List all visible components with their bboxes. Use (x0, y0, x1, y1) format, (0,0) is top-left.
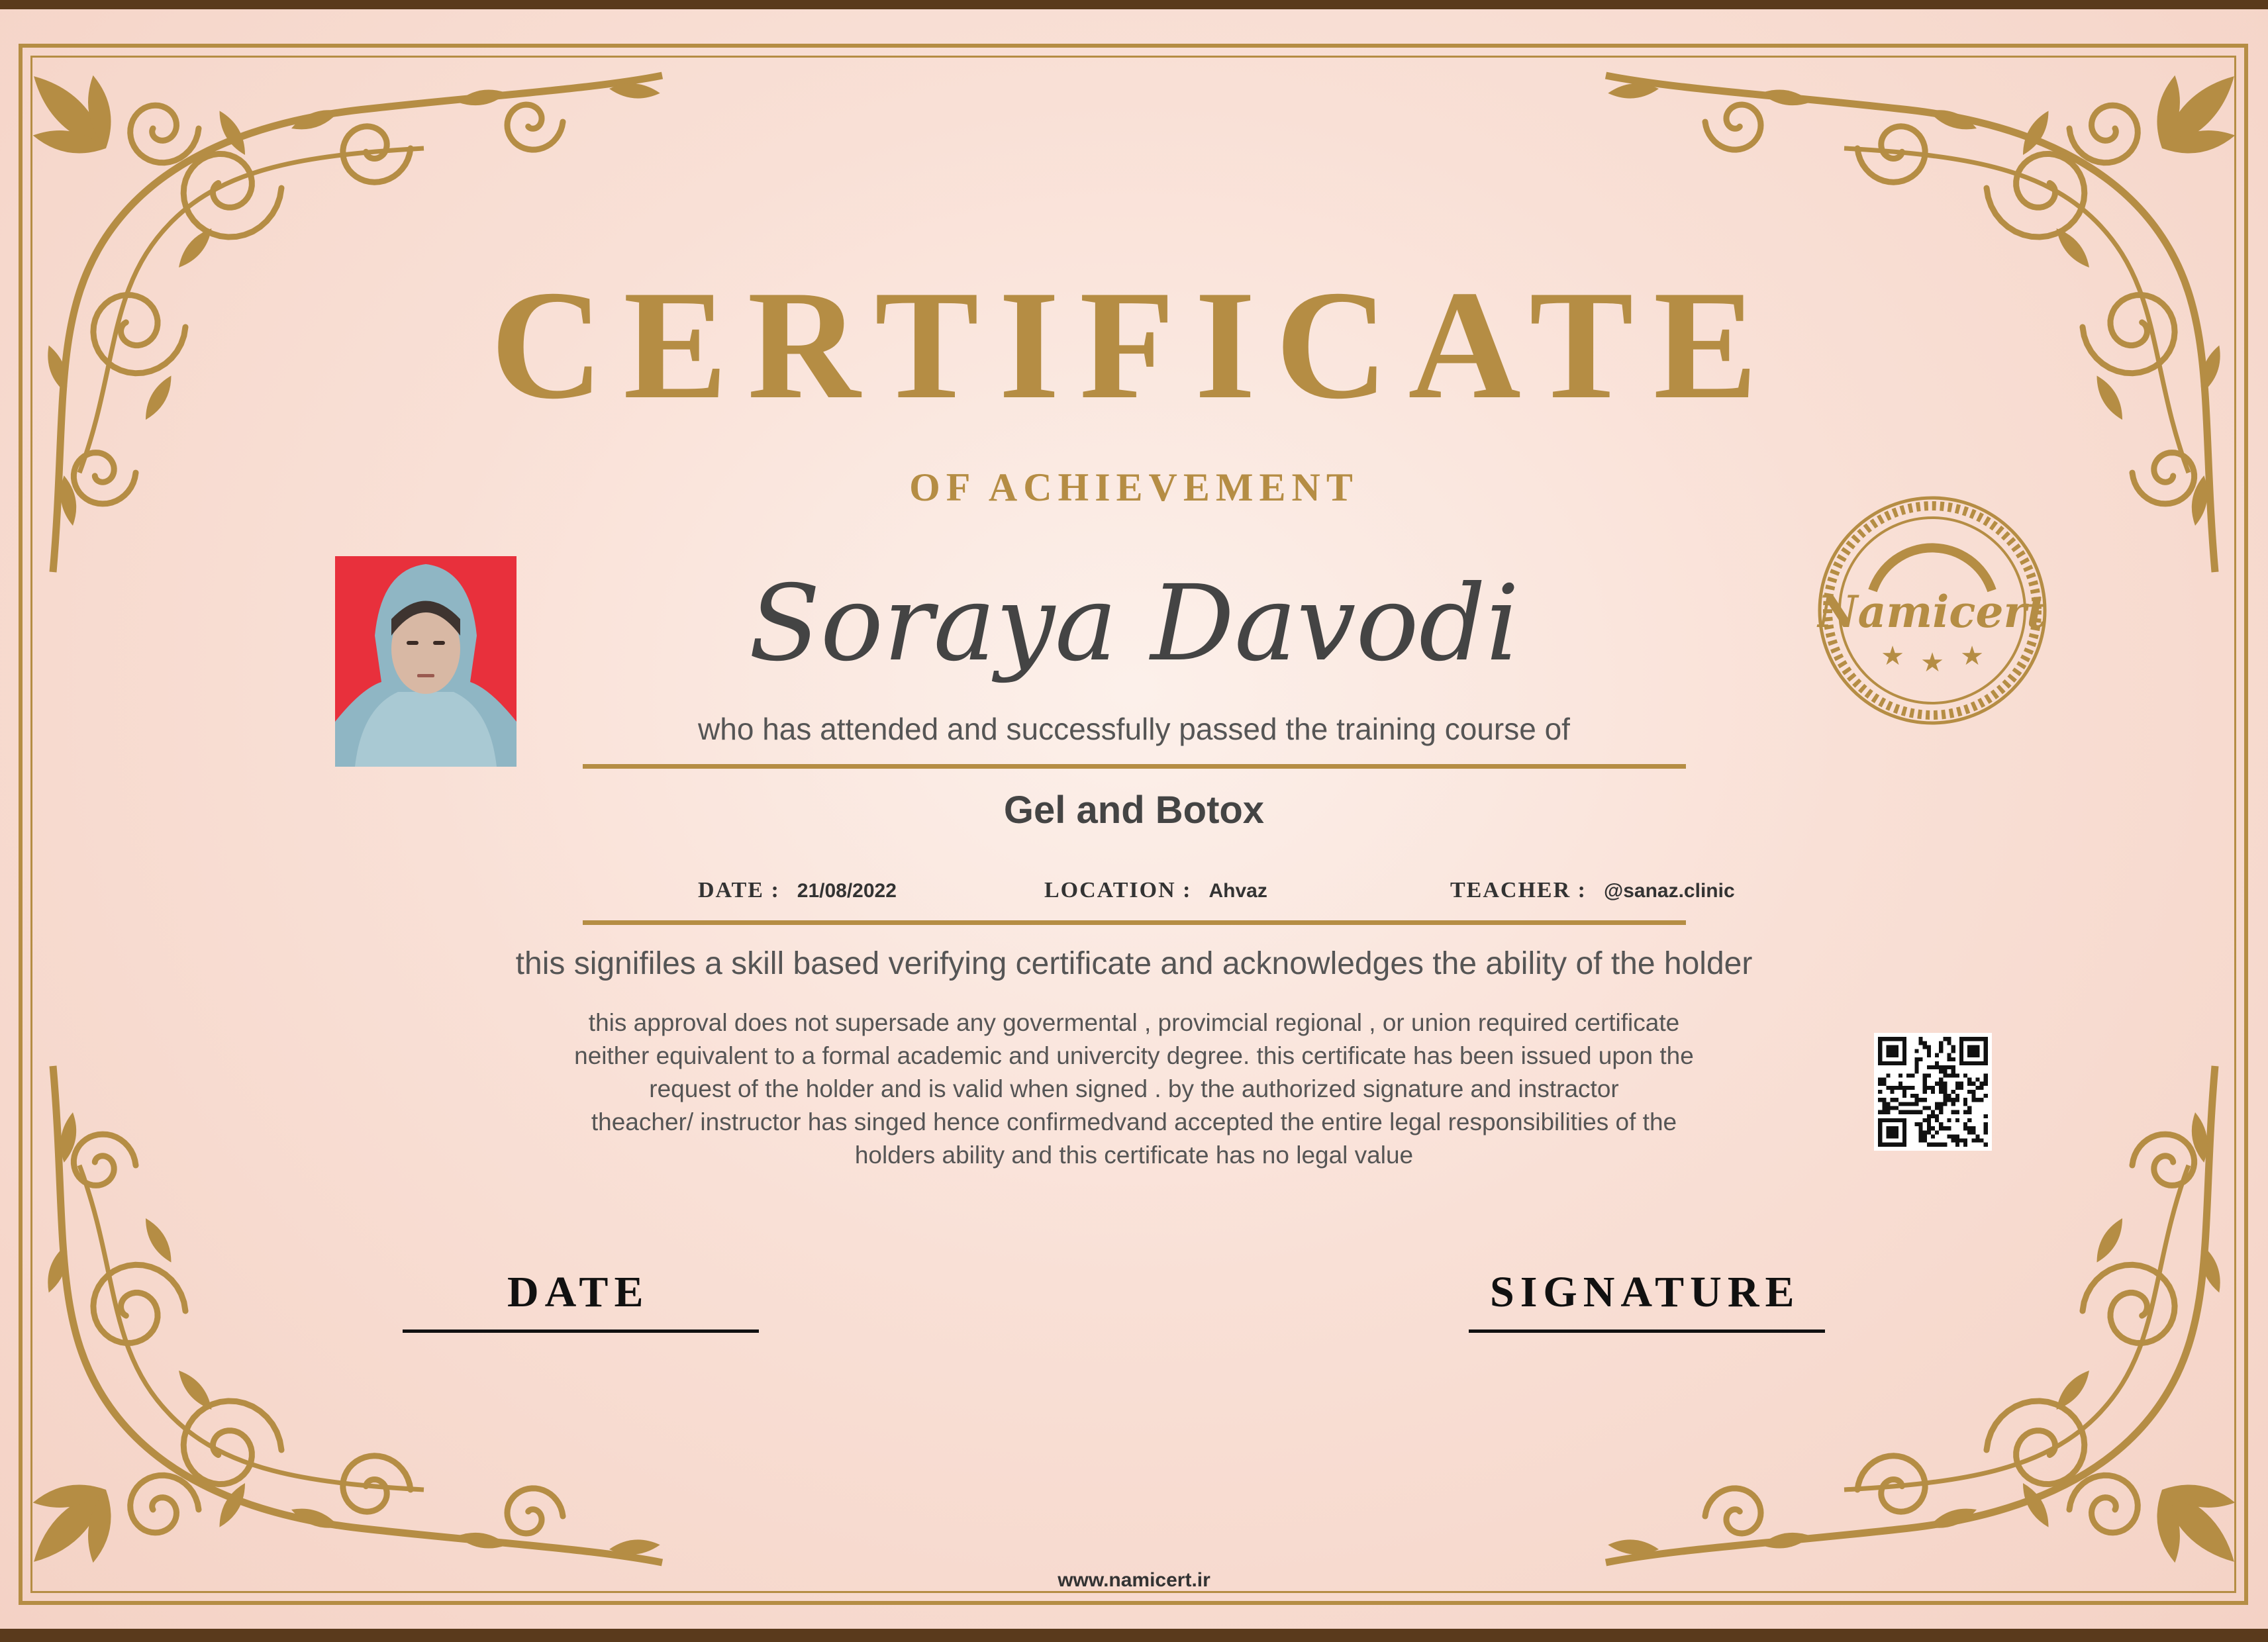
course-name: Gel and Botox (1003, 789, 1265, 832)
approval-line: theacher/ instructor has singed hence confirmedvand accepted the entire legal responsibilities of the (591, 1108, 1677, 1135)
approval-line: neither equivalent to a formal academic and univercity degree. this certificate has been issued upon the (574, 1042, 1694, 1069)
certificate-subtitle: OF ACHIEVEMENT (909, 465, 1359, 509)
divider-top (583, 764, 1686, 769)
detail-location (1044, 878, 1267, 903)
detail-date-value: 21/08/2022 (797, 880, 897, 902)
detail-location-label: LOCATION : (1044, 878, 1192, 902)
footer-date-label: DATE (507, 1268, 650, 1316)
svg-text:Namicert: Namicert (1818, 586, 2047, 638)
svg-text:★: ★ (1960, 642, 1984, 671)
footer-signature-label: SIGNATURE (1490, 1268, 1800, 1316)
detail-teacher (1450, 878, 1735, 903)
detail-teacher-value: @sanaz.clinic (1603, 880, 1735, 902)
detail-date-label: DATE : (698, 878, 780, 902)
certificate-title: CERTIFICATE (490, 259, 1778, 432)
detail-location-value: Ahvaz (1208, 880, 1267, 902)
approval-text (517, 1006, 1751, 1172)
detail-teacher-label: TEACHER : (1450, 878, 1587, 902)
qr-code-icon[interactable] (1874, 1033, 1992, 1151)
certificate-page (0, 9, 2268, 1629)
divider-bottom (583, 920, 1686, 925)
footer-signature-line (1469, 1329, 1825, 1333)
approval-line: request of the holder and is valid when signed . by the authorized signature and instractor (649, 1075, 1619, 1102)
svg-text:★: ★ (1881, 642, 1904, 671)
approval-line: this approval does not supersade any govermental , provimcial regional , or union required certificate (588, 1009, 1680, 1036)
recipient-name: Soraya Davodi (748, 563, 1520, 685)
attended-text: who has attended and successfully passed the training course of (698, 712, 1570, 746)
detail-date (698, 878, 897, 903)
footer-date-line (403, 1329, 759, 1333)
website-link[interactable]: www.namicert.ir (1058, 1569, 1210, 1591)
signifies-text: this signifiles a skill based verifying certificate and acknowledges the ability of the holder (515, 946, 1753, 981)
approval-line: holders ability and this certificate has no legal value (854, 1141, 1414, 1169)
svg-text:★: ★ (1920, 648, 1944, 677)
